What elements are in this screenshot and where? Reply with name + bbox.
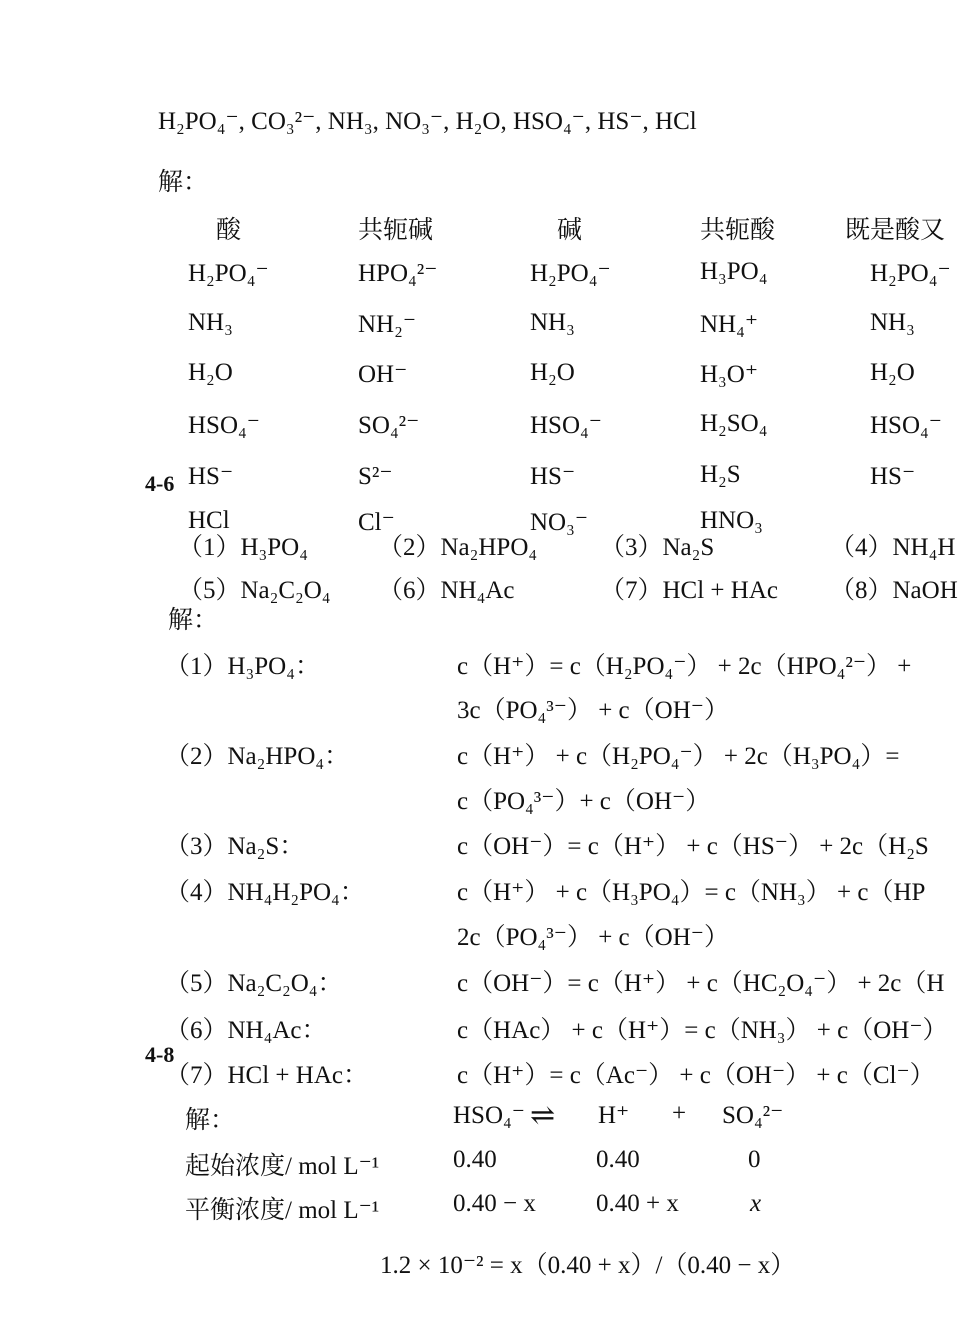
table-cell: NH₃: [870, 309, 915, 336]
table-cell: HNO₃: [700, 507, 763, 534]
initial-value: 0.40: [596, 1146, 640, 1173]
table-cell: NH₃: [530, 309, 575, 336]
table-cell: HCl: [188, 507, 230, 534]
table-cell: S²⁻: [358, 463, 393, 490]
equation-line: c（H⁺） + c（H₃PO₄）= c（NH₃） + c（HP: [457, 879, 926, 906]
problem-number: 4-8: [145, 1042, 175, 1067]
table-cell: HSO₄⁻: [530, 412, 602, 439]
equation-line: c（OH⁻）= c（H⁺） + c（HS⁻） + 2c（H₂S: [457, 833, 929, 860]
problem-item: （2）Na₂HPO₄: [378, 534, 538, 561]
table-cell: H₂PO₄⁻: [530, 260, 611, 287]
initial-concentration-label: 起始浓度/ mol L⁻¹: [185, 1153, 380, 1180]
equation-label: （4）NH₄H₂PO₄：: [165, 879, 365, 906]
equation-label: （5）Na₂C₂O₄：: [165, 970, 343, 997]
equation-line: c（H⁺） + c（H₂PO₄⁻） + 2c（H₃PO₄）=: [457, 743, 900, 770]
plus-sign: +: [672, 1100, 687, 1127]
table-header-conjugate-base: 共轭碱: [358, 217, 434, 244]
problem-item: （5）Na₂C₂O₄: [178, 577, 331, 604]
table-cell: SO₄²⁻: [358, 412, 420, 439]
table-cell: H₂SO₄: [700, 410, 768, 437]
problem-item: （7）HCl + HAc: [600, 577, 778, 604]
product: H⁺: [598, 1102, 630, 1129]
table-partial-row: [0, 505, 950, 536]
table-cell: H₃PO₄: [700, 258, 768, 285]
equation-line: c（HAc） + c（H⁺）= c（NH₃） + c（OH⁻）: [457, 1017, 948, 1044]
problem-item: （6）NH₄Ac: [378, 577, 515, 604]
table-cell: HPO₄²⁻: [358, 260, 438, 287]
reactant: HSO₄⁻: [453, 1102, 525, 1129]
problem-item: （1）H₃PO₄: [178, 534, 308, 561]
table-cell: HS⁻: [530, 463, 576, 490]
equation-line: c（PO₄³⁻）+ c（OH⁻）: [457, 788, 711, 815]
table-cell: HS⁻: [188, 463, 234, 490]
equilibrium-value: 0.40 + x: [596, 1190, 679, 1217]
table-cell: HSO₄⁻: [188, 412, 260, 439]
equation-label: （1）H₃PO₄：: [165, 653, 320, 680]
table-cell: H₂S: [700, 461, 741, 488]
equation-line: 2c（PO₄³⁻） + c（OH⁻）: [457, 924, 729, 951]
product: SO₄²⁻: [722, 1102, 784, 1129]
table-header-base: 碱: [557, 217, 583, 244]
initial-value: 0: [748, 1146, 761, 1173]
table-cell: HS⁻: [870, 463, 916, 490]
equation-label: （6）NH₄Ac：: [165, 1017, 327, 1044]
table-cell: NH₄⁺: [700, 311, 759, 338]
table-cell: HSO₄⁻: [870, 412, 942, 439]
solution-label: 解：: [168, 607, 219, 634]
table-cell: H₂O: [870, 359, 915, 386]
table-cell: NH₃: [188, 309, 233, 336]
table-header-acid: 酸: [216, 217, 242, 244]
equation-label: （2）Na₂HPO₄：: [165, 743, 350, 770]
table-cell: H₂PO₄⁻: [188, 260, 269, 287]
problem-item: （3）Na₂S: [600, 534, 715, 561]
equation-label: （3）Na₂S：: [165, 833, 305, 860]
equilibrium-arrow: ⇌: [530, 1099, 556, 1132]
equation-line: c（OH⁻）= c（H⁺） + c（HC₂O₄⁻） + 2c（H: [457, 970, 945, 997]
solution-label: 解：: [185, 1107, 236, 1134]
equilibrium-value: 0.40 − x: [453, 1190, 536, 1217]
ka-expression: 1.2 × 10⁻² = x（0.40 + x）/（0.40 − x）: [380, 1252, 796, 1279]
equation-line: c（H⁺）= c（Ac⁻） + c（OH⁻） + c（Cl⁻）: [457, 1062, 935, 1089]
problem-item: （8）NaOH: [830, 577, 958, 604]
solution-label: 解：: [158, 169, 209, 196]
equilibrium-concentration-label: 平衡浓度/ mol L⁻¹: [185, 1197, 380, 1224]
problem-number: 4-6: [145, 471, 175, 496]
species-list: H₂PO₄⁻, CO₃²⁻, NH₃, NO₃⁻, H₂O, HSO₄⁻, HS⁻, HCl: [158, 108, 697, 135]
table-cell: H₂O: [188, 359, 233, 386]
table-cell: H₂PO₄⁻: [870, 260, 951, 287]
initial-value: 0.40: [453, 1146, 497, 1173]
table-cell: H₃O⁺: [700, 361, 759, 388]
table-cell: H₂O: [530, 359, 575, 386]
equilibrium-value: x: [750, 1190, 762, 1217]
table-header-conjugate-acid: 共轭酸: [700, 217, 776, 244]
table-cell: OH⁻: [358, 361, 408, 388]
problem-item: （4）NH₄H: [830, 534, 956, 561]
equation-line: c（H⁺）= c（H₂PO₄⁻） + 2c（HPO₄²⁻） +: [457, 653, 912, 680]
table-cell: Cl⁻: [358, 509, 395, 536]
equation-line: 3c（PO₄³⁻） + c（OH⁻）: [457, 697, 729, 724]
problem-items-row2: [0, 568, 958, 604]
table-cell: NO₃⁻: [530, 509, 589, 536]
table-cell: NH₂⁻: [358, 311, 417, 338]
table-header-amphoteric: 既是酸又: [845, 217, 946, 244]
equation-label: （7）HCl + HAc：: [165, 1062, 368, 1089]
